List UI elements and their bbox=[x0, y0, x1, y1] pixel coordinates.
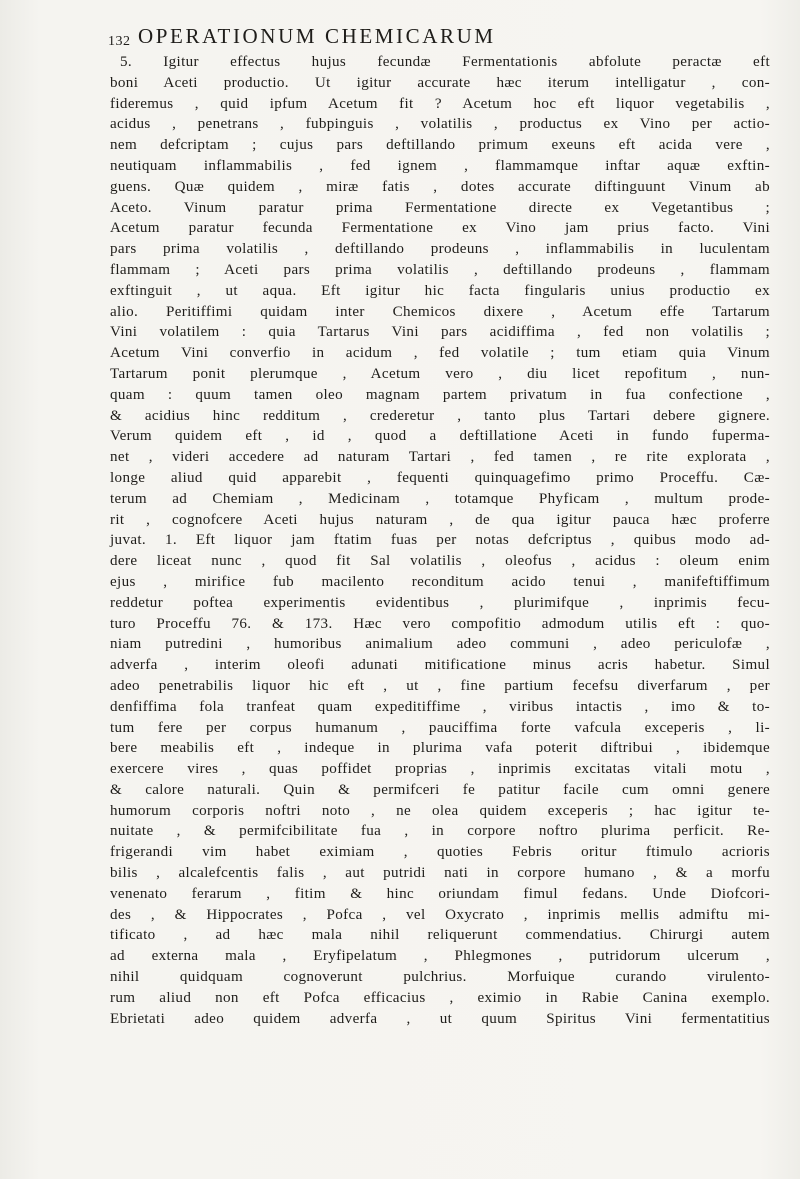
text-line: Ebrietati adeo quidem adverfa , ut quum Spiritus Vini fermentatitius bbox=[110, 1010, 770, 1027]
text-line: frigerandi vim habet eximiam , quoties Febris oritur ftimulo acrioris bbox=[110, 844, 770, 861]
text-line: alio. Peritiffimi quidam inter Chemicos dixere , Acetum effe Tartarum bbox=[110, 303, 770, 320]
text-line: denfiffima fola tranfeat quam expeditiffime , viribus intactis , imo & to- bbox=[110, 698, 770, 715]
text-line: exercere vires , quas poffidet proprias , inprimis excitatas vitali motu , bbox=[110, 761, 770, 778]
body-text bbox=[110, 52, 770, 1050]
text-line: bere meabilis eft , indeque in plurima vafa poterit diftribui , ibidemque bbox=[110, 740, 770, 757]
text-line: reddetur poftea experimentis evidentibus , plurimifque , inprimis fecu- bbox=[110, 594, 770, 611]
text-line: venenato ferarum , fitim & hinc oriundam fimul fedans. Unde Diofcori- bbox=[110, 885, 770, 902]
page-number: 132 bbox=[108, 34, 131, 49]
text-line: adeo penetrabilis liquor hic eft , ut , fine partium fecefsu diverfarum , per bbox=[110, 677, 770, 694]
text-line: nihil quidquam cognoverunt pulchrius. Morfuique curando virulento- bbox=[110, 969, 770, 986]
text-line: acidus , penetrans , fubpinguis , volatilis , productus ex Vino per actio- bbox=[110, 116, 770, 133]
text-line: & calore naturali. Quin & permifceri fe patitur facile cum omni genere bbox=[110, 781, 770, 798]
text-line: dere liceat nunc , quod fit Sal volatilis , oleofus , acidus : oleum enim bbox=[110, 553, 770, 570]
text-line: terum ad Chemiam , Medicinam , totamque Phyficam , multum prode- bbox=[110, 490, 770, 507]
text-line: Verum quidem eft , id , quod a deftillatione Aceti in fundo fuperma- bbox=[110, 428, 770, 445]
text-line: nem defcriptam ; cujus pars deftillando primum exeuns eft acida vere , bbox=[110, 137, 770, 154]
text-line: Acetum Vini converfio in acidum , fed volatile ; tum etiam quia Vinum bbox=[110, 345, 770, 362]
text-line: pars prima volatilis , deftillando prodeuns , inflammabilis in luculentam bbox=[110, 241, 770, 258]
text-line: Acetum paratur fecunda Fermentatione ex Vino jam prius facto. Vini bbox=[110, 220, 770, 237]
text-line: tificato , ad hæc mala nihil reliquerunt commendatius. Chirurgi autem bbox=[110, 927, 770, 944]
text-line: ad externa mala , Eryfipelatum , Phlegmones , putridorum ulcerum , bbox=[110, 948, 770, 965]
text-line: flammam ; Aceti pars prima volatilis , deftillando prodeuns , flammam bbox=[110, 261, 770, 278]
text-line: humorum corporis noftri noto , ne olea quidem exceperis ; hac igitur te- bbox=[110, 802, 770, 819]
text-line: net , videri accedere ad naturam Tartari , fed tamen , re rite explorata , bbox=[110, 449, 770, 466]
text-line: longe aliud quid apparebit , fequenti quinquagefimo primo Proceffu. Cæ- bbox=[110, 469, 770, 486]
running-head: OPERATIONUM CHEMICARUM bbox=[138, 24, 496, 48]
text-line: nuitate , & permifcibilitate fua , in corpore noftro plurima perficit. Re- bbox=[110, 823, 770, 840]
text-line: adverfa , interim oleofi adunati mitificatione minus acris habetur. Simul bbox=[110, 657, 770, 674]
text-line: guens. Quæ quidem , miræ fatis , dotes accurate diftinguunt Vinum ab bbox=[110, 178, 770, 195]
text-line: bilis , alcalefcentis falis , aut putridi nati in corpore humano , & a morfu bbox=[110, 865, 770, 882]
page-header bbox=[108, 24, 768, 54]
text-line: niam putredini , humoribus animalium adeo communi , adeo periculofæ , bbox=[110, 636, 770, 653]
text-line: quam : quum tamen oleo magnam partem privatum in fua confectione , bbox=[110, 386, 770, 403]
text-line: tum fere per corpus humanum , pauciffima forte vafcula exceperis , li- bbox=[110, 719, 770, 736]
text-line: Aceto. Vinum paratur prima Fermentatione directe ex Vegetantibus ; bbox=[110, 199, 770, 216]
text-line: turo Proceffu 76. & 173. Hæc vero compofitio admodum utilis eft : quo- bbox=[110, 615, 770, 632]
text-line: rum aliud non eft Pofca efficacius , eximio in Rabie Canina exemplo. bbox=[110, 989, 770, 1006]
text-line: juvat. 1. Eft liquor jam ftatim fuas per notas defcriptus , quibus modo ad- bbox=[110, 532, 770, 549]
text-line: exftinguit , ut aqua. Eft igitur hic facta fingularis unius productio ex bbox=[110, 282, 770, 299]
text-line: fideremus , quid ipfum Acetum fit ? Acetum hoc eft liquor vegetabilis , bbox=[110, 95, 770, 112]
text-line: & acidius hinc redditum , crederetur , tanto plus Tartari debere gignere. bbox=[110, 407, 770, 424]
text-line: boni Aceti productio. Ut igitur accurate hæc iterum intelligatur , con- bbox=[110, 74, 770, 91]
text-line: des , & Hippocrates , Pofca , vel Oxycrato , inprimis mellis admiftu mi- bbox=[110, 906, 770, 923]
text-line: rit , cognofcere Aceti hujus naturam , de qua igitur pauca hæc proferre bbox=[110, 511, 770, 528]
text-line: Vini volatilem : quia Tartarus Vini pars acidiffima , fed non volatilis ; bbox=[110, 324, 770, 341]
text-line: ejus , mirifice fub macilento reconditum acido tenui , manifeftiffimum bbox=[110, 573, 770, 590]
text-line: Tartarum ponit plerumque , Acetum vero , diu licet repofitum , nun- bbox=[110, 365, 770, 382]
text-line: 5. Igitur effectus hujus fecundæ Fermentationis abfolute peractæ eft bbox=[120, 54, 770, 70]
text-line: neutiquam inflammabilis , fed ignem , flammamque inftar aquæ exftin- bbox=[110, 157, 770, 174]
text-line bbox=[110, 1029, 770, 1050]
